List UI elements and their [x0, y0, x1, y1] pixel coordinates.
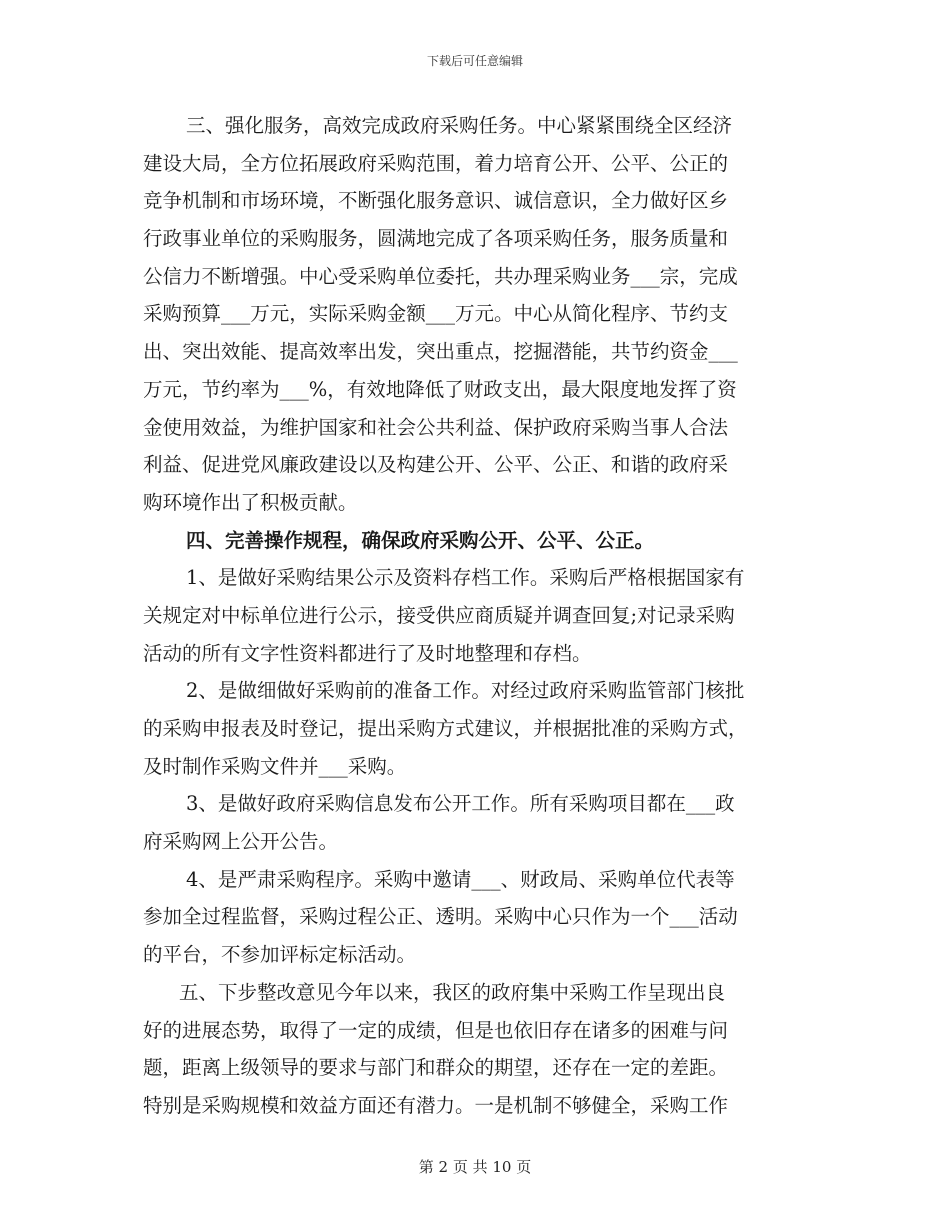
text-line: 特别是采购规模和效益方面还有潜力。一是机制不够健全，采购工作 [143, 1093, 729, 1117]
page-header: 下载后可任意编辑 [426, 54, 523, 68]
text-line: 1、是做好采购结果公示及资料存档工作。采购后严格根据国家有 [186, 566, 745, 590]
text-line: 4、是严肃采购程序。采购中邀请___、财政局、采购单位代表等 [186, 867, 735, 891]
text-line: 好的进展态势，取得了一定的成绩，但是也依旧存在诸多的困难与问 [143, 1018, 729, 1042]
text-line: 金使用效益，为维护国家和社会公共利益、保护政府采购当事人合法 [143, 415, 729, 439]
text-line: 四、完善操作规程，确保政府采购公开、公平、公正。 [186, 528, 655, 552]
text-line: 关规定对中标单位进行公示，接受供应商质疑并调查回复;对记录采购 [143, 603, 735, 627]
text-line: 购环境作出了积极贡献。 [143, 490, 358, 514]
text-line: 建设大局，全方位拓展政府采购范围，着力培育公开、公平、公正的 [143, 151, 729, 175]
text-line: 竞争机制和市场环境，不断强化服务意识、诚信意识，全力做好区乡 [143, 189, 729, 213]
text-line: 题，距离上级领导的要求与部门和群众的期望，还存在一定的差距。 [143, 1056, 729, 1080]
text-line: 的平台，不参加评标定标活动。 [143, 943, 417, 967]
text-line: 万元，节约率为___%，有效地降低了财政支出，最大限度地发挥了资 [143, 377, 737, 401]
page-number: 第 2 页 共 10 页 [418, 1158, 532, 1176]
text-line: 三、强化服务，高效完成政府采购任务。中心紧紧围绕全区经济 [186, 114, 733, 137]
text-line: 2、是做细做好采购前的准备工作。对经过政府采购监管部门核批 [186, 679, 745, 703]
text-line: 行政事业单位的采购服务，圆满地完成了各项采购任务，服务质量和 [143, 227, 729, 251]
text-line: 公信力不断增强。中心受采购单位委托，共办理采购业务___宗，完成 [143, 264, 738, 288]
text-line: 及时制作采购文件并___采购。 [143, 754, 407, 778]
document-body [143, 107, 811, 1125]
text-line: 的采购申报表及时登记，提出采购方式建议，并根据批准的采购方式， [143, 717, 748, 740]
text-line: 采购预算___万元，实际采购金额___万元。中心从简化程序、节约支 [143, 302, 729, 326]
text-line: 利益、促进党风廉政建设以及构建公开、公平、公正、和谐的政府采 [143, 453, 729, 477]
text-line: 府采购网上公开公告。 [143, 830, 339, 854]
text-line: 出、突出效能、提高效率出发，突出重点，挖掘潜能，共节约资金___ [143, 340, 738, 364]
text-line: 3、是做好政府采购信息发布公开工作。所有采购项目都在___政 [186, 792, 735, 816]
text-line: 活动的所有文字性资料都进行了及时地整理和存档。 [143, 641, 592, 665]
text-line: 五、下步整改意见今年以来，我区的政府集中采购工作呈现出良 [179, 980, 726, 1004]
text-line: 参加全过程监督，采购过程公正、透明。采购中心只作为一个___活动 [143, 905, 738, 929]
